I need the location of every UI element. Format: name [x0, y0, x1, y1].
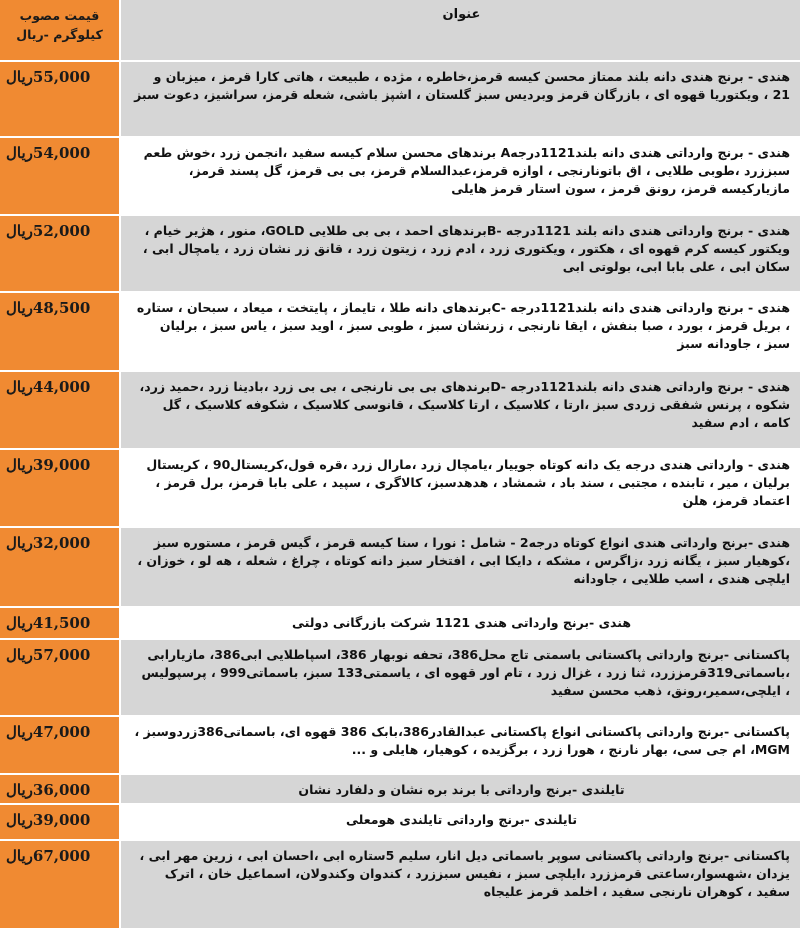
table-row: [0, 450, 800, 528]
table-row: [0, 62, 800, 138]
price-value: 52,000ریال: [6, 222, 91, 240]
table-row: [0, 775, 800, 805]
title-cell: پاکستانی -برنج وارداتی پاکستانی باسمتی تاج محل386، تحفه نوبهار 386، اسپاطلایی ابی386، مازیارابی ،باسماتی319قرمززرد، ثنا زرد ، غزال زرد ، تام اور قهوه ای ، یاسمتی133 سبز، باسماتی999 ، پرسپولیس ، ایلچی،سمیر،رونق، ذهب محسن سفید: [121, 640, 800, 715]
price-cell: [0, 372, 121, 448]
price-cell: [0, 805, 121, 839]
price-cell: [0, 841, 121, 928]
price-cell: [0, 216, 121, 291]
header-price-line2: کیلوگرم -ریال: [16, 27, 103, 42]
title-cell: هندی - برنج وارداتی هندی دانه بلند1121درجهA برندهای محسن سلام کیسه سفید ،انجمن زرد ،خوش طعم سبززرد ،طوبی طلایی ، اق باتونارنجی ، اوازه قرمز،عبدالسلام قرمز، بی بی قرمز، گل پسند قرمز، مازیارکیسه قرمز، رونق قرمز ، سون استار قرمز هایلی: [121, 138, 800, 214]
header-price-line1: قیمت مصوب: [19, 8, 100, 23]
title-cell: تایلندی -برنج وارداتی با برند بره نشان و دلفارد نشان: [121, 775, 800, 803]
price-value: 39,000ریال: [6, 456, 91, 474]
title-cell: هندی - برنج وارداتی هندی دانه بلند1121درجه -Dبرندهای بی بی نارنجی ، بی بی زرد ،بادینا زرد ،حمید زرد، شکوه ، پرنس شفقی زردی سبز ،ارتا ، کلاسیک ، ارتا کلاسیک ، قانوسی کلاسیک ، شکوفه کلاسیک ، گل کامه ، ادم سفید: [121, 372, 800, 448]
table-header: [0, 0, 800, 62]
price-value: 57,000ریال: [6, 646, 91, 664]
price-value: 54,000ریال: [6, 144, 91, 162]
table-row: [0, 608, 800, 640]
title-cell: هندی -برنج وارداتی هندی 1121 شرکت بازرگانی دولتی: [121, 608, 800, 638]
price-value: 32,000ریال: [6, 534, 91, 552]
table-row: [0, 640, 800, 717]
title-cell: هندی - برنج وارداتی هندی دانه بلند1121درجه -Cبرندهای دانه طلا ، تایماز ، پایتخت ، میعاد ، سبحان ، ستاره ، بریل قرمز ، بورد ، صبا بنفش ، ایقا نارنجی ، زرنشان سبز ، طوبی سبز ، اوید سبز ، یاس سبز ، برلیان سبز ، جاودانه سبز: [121, 293, 800, 370]
table-row: [0, 138, 800, 216]
price-cell: [0, 775, 121, 803]
header-title-cell: [121, 0, 800, 60]
price-cell: [0, 138, 121, 214]
table-row: [0, 216, 800, 293]
price-value: 36,000ریال: [6, 781, 91, 799]
price-value: 55,000ریال: [6, 68, 91, 86]
header-title-label: عنوان: [442, 7, 481, 22]
price-value: 44,000ریال: [6, 378, 91, 396]
header-price-cell: [0, 0, 121, 60]
title-cell: پاکستانی -برنج وارداتی پاکستانی انواع پاکستانی عبدالقادر386،بابک 386 قهوه ای، باسماتی386زردوسبز ، MGM، ام جی سی، بهار نارنج ، هورا زرد ، برگزیده ، کوهیار، هایلی و ...: [121, 717, 800, 773]
price-cell: [0, 293, 121, 370]
header-price-label: [0, 6, 119, 44]
price-cell: [0, 62, 121, 136]
title-cell: هندی - برنج وارداتی هندی دانه بلند 1121درجه -Bبرندهای احمد ، بی بی طلایی GOLD، منور ، هژیر خیام ، ویکتور کیسه کرم قهوه ای ، هکتور ، ویکتوری زرد ، ادم زرد ، زیتون زرد ، قانق زر نشان زرد ، یامچال ابی ، سکان ابی ، علی بابا ابی، بولوتی ابی: [121, 216, 800, 291]
price-value: 67,000ریال: [6, 847, 91, 865]
price-cell: [0, 528, 121, 606]
price-value: 47,000ریال: [6, 723, 91, 741]
title-cell: تایلندی -برنج وارداتی تایلندی هومعلی: [121, 805, 800, 839]
title-cell: پاکستانی -برنج وارداتی پاکستانی سوپر باسماتی دیل انار، سلیم 5ستاره ابی ،احسان ابی ، زرین مهر ابی ، یزدان ،شهسوار،ساعتی قرمززرد ،ایلچی سبز ، نفیس سبززرد ، کندوان وکندولان، اسماعیل خان ، اترک سفید ، کوهران نارنجی سفید ، اخلمد قرمز علیجاه: [121, 841, 800, 928]
table-row: [0, 293, 800, 372]
title-cell: هندی - وارداتی هندی درجه یک دانه کوتاه جوییار ،یامچال زرد ،مارال زرد ،قره قول،کریستال90 ، کریستال برلیان ، میر ، تابنده ، مجتبی ، سند باد ، شمشاد ، هدهدسبز، کالاگری ، سپید ، علی بابا قرمز، برل قرمز ، اعتماد قرمز، هلن: [121, 450, 800, 526]
table-row: [0, 717, 800, 775]
price-value: 39,000ریال: [6, 811, 91, 829]
table-row: [0, 805, 800, 841]
table-row: [0, 372, 800, 450]
table-row: [0, 841, 800, 928]
price-cell: [0, 608, 121, 638]
price-value: 41,500ریال: [6, 614, 91, 632]
price-cell: [0, 450, 121, 526]
table-row: [0, 528, 800, 608]
price-cell: [0, 717, 121, 773]
title-cell: هندی - برنج هندی دانه بلند ممتاز محسن کیسه قرمز،خاطره ، مژده ، طبیعت ، هاتی کارا قرمز ، میزبان و 21 ، ویکتوریا قهوه ای ، بازرگان قرمز وبردیس سبز گلستان ، اشپز باشی، شعله قرمز، سراشیز، دعوت سبز: [121, 62, 800, 136]
price-value: 48,500ریال: [6, 299, 91, 317]
title-cell: هندی -برنج وارداتی هندی انواع کوتاه درجه2 - شامل : نورا ، سنا کیسه قرمز ، گیس قرمز ، مستوره سبز ،کوهیار سبز ، یگانه زرد ،زاگرس ، مشکه ، دایکا ابی ، افتخار سبز دانه کوتاه ، چراغ ، شعله ، هه لو ، خوزان ، ایلچی هندی ، اسب طلایی ، جاودانه: [121, 528, 800, 606]
price-cell: [0, 640, 121, 715]
